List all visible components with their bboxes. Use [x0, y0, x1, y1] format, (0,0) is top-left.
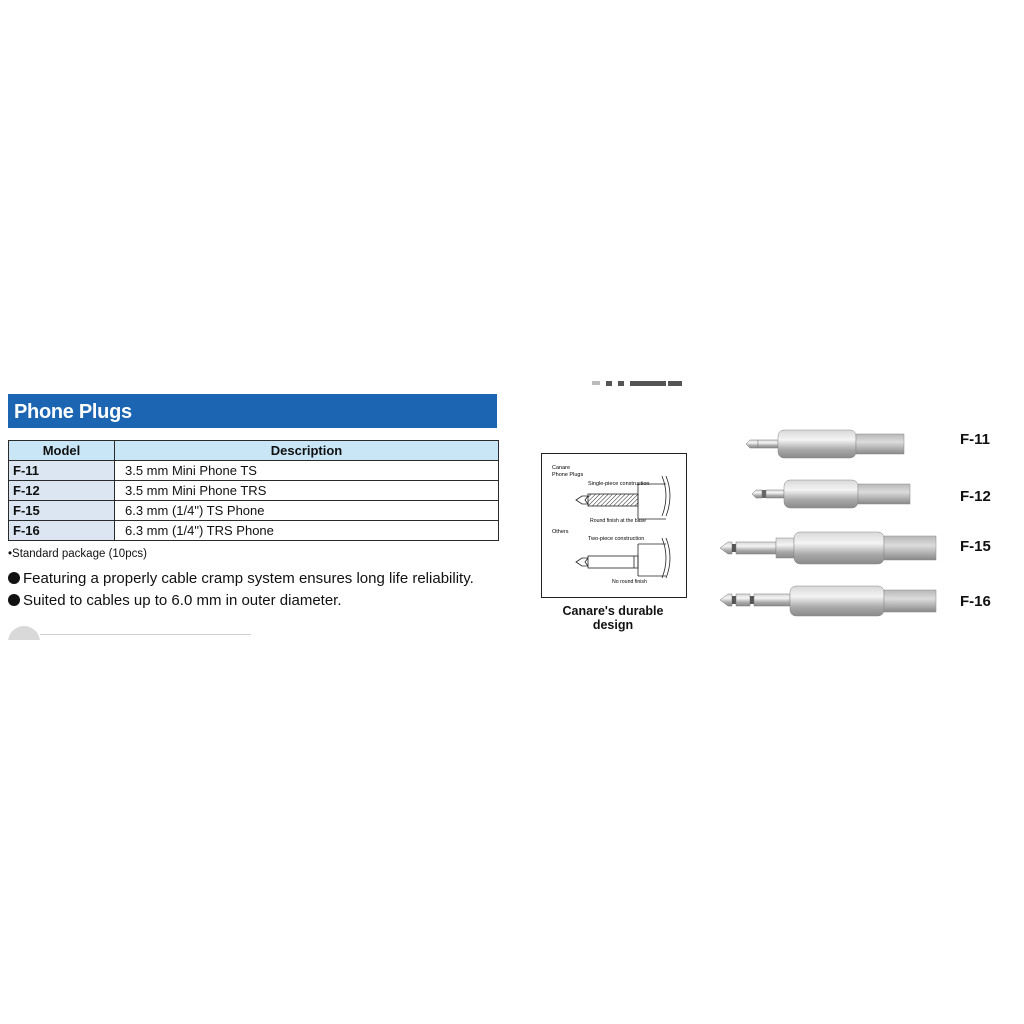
- diagram-heading-1: Canare: [552, 465, 571, 471]
- diagram-caption: Canare's durable design: [562, 604, 664, 632]
- table-row: [9, 481, 499, 501]
- column-header-description: Description: [115, 441, 499, 461]
- feature-text: Suited to cables up to 6.0 mm in outer diameter.: [23, 592, 342, 609]
- label-others: Others: [552, 529, 569, 535]
- label-no-round: No round finish: [612, 579, 647, 585]
- page-crop-mask: [0, 640, 1024, 680]
- table-row: [9, 521, 499, 541]
- label-single-piece: Single-piece construction: [588, 481, 650, 487]
- bullet-dot-icon: [8, 572, 20, 584]
- section-title: Phone Plugs: [14, 401, 132, 423]
- plug-label-f16: F-16: [960, 593, 991, 610]
- cell-model: F-12: [9, 481, 115, 501]
- cell-description: 3.5 mm Mini Phone TS: [115, 461, 499, 481]
- package-note: •Standard package (10pcs): [8, 548, 147, 560]
- feature-item: [8, 570, 474, 587]
- construction-diagram: [541, 453, 687, 598]
- construction-diagram-svg: [542, 454, 686, 597]
- table-row: [9, 501, 499, 521]
- label-two-piece: Two-piece construction: [588, 536, 645, 542]
- table-header-row: [9, 441, 499, 461]
- cell-model: F-11: [9, 461, 115, 481]
- diagram-heading-2: Phone Plugs: [552, 472, 584, 478]
- plug-photos: [710, 420, 950, 620]
- cell-description: 3.5 mm Mini Phone TRS: [115, 481, 499, 501]
- plug-label-f15: F-15: [960, 538, 991, 555]
- plug-f12-icon: [752, 480, 910, 508]
- bullet-dot-icon: [8, 594, 20, 606]
- divider: [40, 634, 251, 635]
- cell-description: 6.3 mm (1/4") TRS Phone: [115, 521, 499, 541]
- table-row: [9, 461, 499, 481]
- label-round-finish: Round finish at the base: [590, 518, 646, 524]
- cell-model: F-16: [9, 521, 115, 541]
- spec-table: [8, 440, 499, 541]
- plug-label-f11: F-11: [960, 431, 991, 448]
- plug-f15-icon: [720, 532, 936, 564]
- feature-text: Featuring a properly cable cramp system ensures long life reliability.: [23, 570, 474, 587]
- column-header-model: Model: [9, 441, 115, 461]
- cell-description: 6.3 mm (1/4") TS Phone: [115, 501, 499, 521]
- plug-f11-icon: [746, 430, 904, 458]
- cropped-text-fragment: [588, 376, 688, 386]
- feature-item: [8, 592, 342, 609]
- plug-f16-icon: [720, 586, 936, 616]
- cell-model: F-15: [9, 501, 115, 521]
- plug-label-f12: F-12: [960, 488, 991, 505]
